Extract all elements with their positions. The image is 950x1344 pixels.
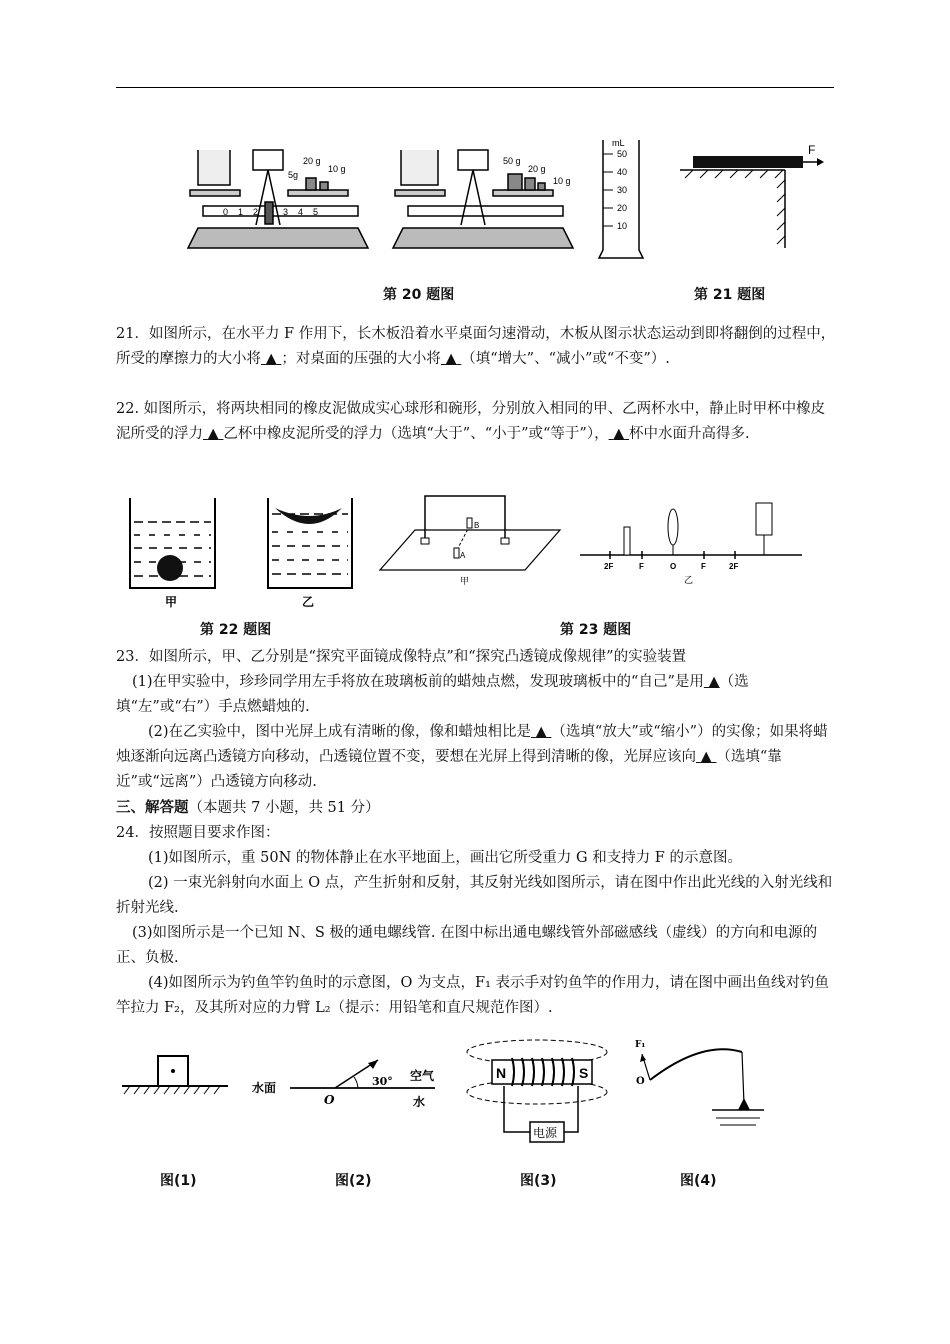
weight-label: 50 g [503,156,521,166]
question-24-part-4: (4)如图所示为钓鱼竿钓鱼时的示意图，O 为支点，F₁ 表示手对钓鱼竿的作用力，请在图中画出鱼线对钓鱼竿拉力 F₂，及其所对应的力臂 L₂（提示：用铅笔和直尺规范作图）. [116,975,830,1016]
section-3 [116,795,836,1021]
figure-23-lens [580,495,805,585]
cylinder-tick: 40 [617,167,628,177]
answer-blank[interactable]: ▲ [445,351,457,367]
caption-q20: 第 20 题图 [383,287,455,303]
air-label: 空气 [410,1069,435,1083]
cup-label: 甲 [165,595,178,609]
question-23-text: (1)在甲实验中，珍珍同学用左手将放在玻璃板前的蜡烛点燃，发现玻璃板中的“自己”是用 [132,674,704,690]
mirror-label-b: B [474,521,480,530]
question-21-text-c: （填“增大”、“减小”或“不变”）. [461,351,670,367]
cylinder-unit: mL [612,138,625,148]
figure-24-3-solenoid [462,1032,612,1144]
weight-label: 20 g [303,156,321,166]
answer-blank[interactable]: ▲ [207,426,219,442]
question-24-part-3: (3)如图所示是一个已知 N、S 极的通电螺线管. 在图中标出通电螺线管外部磁感线（虚线）的方向和电源的正、负极. [116,925,818,966]
question-22-text-a: 22. 如图所示，将两块相同的橡皮泥做成实心球形和碗形，分别放入相同的甲、乙两杯水中，静止时甲杯中橡皮泥所受的浮力 [116,401,826,442]
mirror-caption: 甲 [460,577,470,587]
figure-24-1-block [120,1050,230,1100]
figure-21-cylinder [595,132,650,262]
force-label: F [808,143,816,157]
answer-blank[interactable]: ▲ [613,426,625,442]
question-23 [116,645,836,795]
caption-q22: 第 22 题图 [200,622,272,638]
caption-q21: 第 21 题图 [694,287,766,303]
angle-label: 30° [372,1075,393,1088]
cylinder-tick: 10 [617,221,628,231]
south-pole-label: S [579,1065,589,1081]
question-24-part-2: (2) 一束光斜射向水面上 O 点，产生折射和反射，其反射光线如图所示，请在图中作出此光线的入射光线和折射光线. [116,875,833,916]
clay-ball [157,555,183,581]
question-22 [116,397,836,447]
section-3-title: 三、解答题 [116,799,189,816]
scale-tick: 0 [223,207,229,217]
caption-figure-4: 图(4) [680,1173,717,1189]
cylinder-tick: 30 [617,185,628,195]
figure-20-balances [178,130,588,255]
power-source-label: 电源 [533,1126,558,1140]
answer-blank[interactable]: ▲ [265,351,277,367]
figure-21-board [675,140,825,252]
clay-bowl [275,508,342,524]
section-3-note: （本题共 7 小题，共 51 分） [188,800,380,816]
north-pole-label: N [496,1065,507,1081]
caption-figure-1: 图(1) [160,1173,197,1189]
section-3-heading [116,795,836,821]
question-21-text-a: 21．如图所示，在水平力 F 作用下，长木板沿着水平桌面匀速滑动，木板从图示状态运动到即将翻倒的过程中，所受的摩擦力的大小将 [116,326,836,367]
answer-blank[interactable]: ▲ [708,674,720,690]
cup-label: 乙 [302,595,315,609]
axis-label: 2F [604,562,614,571]
fulcrum-o-label: O [636,1076,645,1087]
question-24-part-1: (1)如图所示，重 50N 的物体静止在水平地面上，画出它所受重力 G 和支持力 F 的示意图。 [148,850,742,866]
answer-blank[interactable]: ▲ [535,724,547,740]
axis-label: O [670,562,677,571]
question-21-text-b: ；对桌面的压强的大小将 [281,351,441,367]
point-o-label: O [324,1093,335,1107]
caption-q23: 第 23 题图 [560,622,632,638]
screen [756,503,772,535]
convex-lens [668,509,678,545]
lens-caption: 乙 [684,576,694,585]
scale-tick: 5 [313,207,319,217]
water-surface-label: 水面 [252,1081,277,1095]
figure-22-cups [120,490,365,610]
header-rule [116,87,834,88]
caption-figure-3: 图(3) [520,1173,557,1189]
question-22-text-b: 乙杯中橡皮泥所受的浮力（选填“大于”、“小于”或“等于”）， [223,426,609,442]
question-22-text-c: 杯中水面升高得多. [628,426,750,442]
question-23-intro: 23．如图所示，甲、乙分别是“探究平面镜成像特点”和“探究凸透镜成像规律”的实验装置 [116,649,687,665]
force-f1-label: F₁ [635,1040,646,1050]
water-label: 水 [413,1095,426,1109]
weight-label: 10 g [328,164,346,174]
question-23-text: (2)在乙实验中，图中光屏上成有清晰的像，像和蜡烛相比是 [148,724,532,740]
question-21 [116,322,836,372]
weight-label: 10 g [553,176,571,186]
question-23-text: （选填“靠近”或“远离”）凸透镜方向移动. [116,749,782,790]
cylinder-tick: 20 [617,203,628,213]
caption-figure-2: 图(2) [335,1173,372,1189]
figure-24-4-fishing-rod [632,1032,767,1132]
question-23-part-2 [116,720,836,795]
mirror-label-a: A [460,551,466,560]
figure-23-mirror [375,490,565,590]
weight-label: 20 g [528,164,546,174]
question-23-text: （选填“放大”或“缩小”）的实像；如果将蜡烛逐渐向远离凸透镜方向移动，凸透镜位置不变，要想在光屏上得到清晰的像，光屏应该向 [116,724,828,765]
question-23-text: （选填“左”或“右”）手点燃蜡烛的. [116,674,749,715]
scale-tick: 4 [298,207,304,217]
cylinder-tick: 50 [617,149,628,159]
scale-tick: 3 [283,207,289,217]
weight-label: 5g [288,170,299,180]
axis-label: F [639,562,644,571]
answer-blank[interactable]: ▲ [700,749,712,765]
candle [624,527,630,555]
axis-label: 2F [729,562,739,571]
question-24-intro: 24．按照题目要求作图： [116,825,280,841]
scale-tick: 1 [238,207,244,217]
scale-tick: 2 [253,207,259,217]
question-23-part-1 [116,670,836,720]
figure-24-2-light [250,1052,450,1112]
axis-label: F [701,562,706,571]
